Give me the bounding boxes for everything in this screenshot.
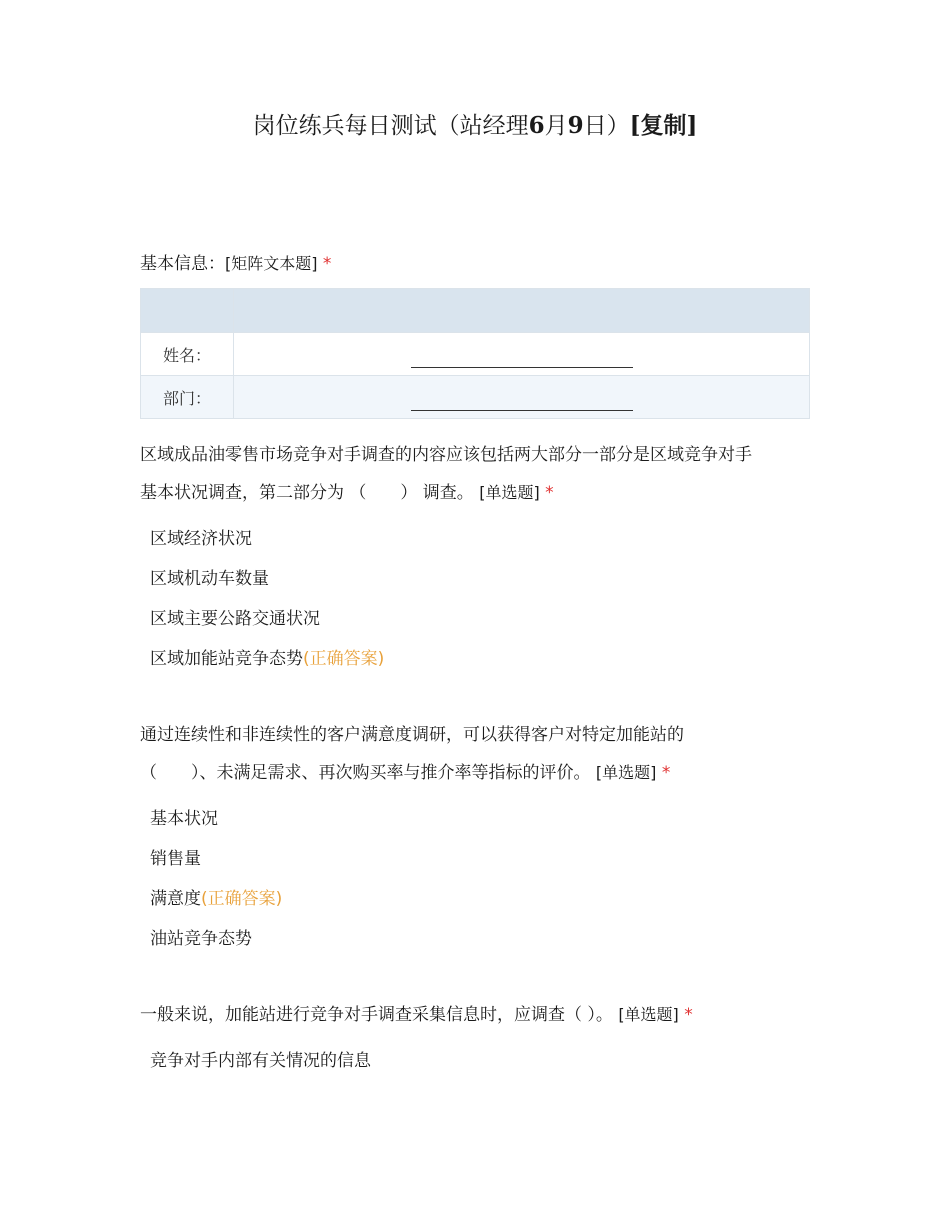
options-q2 [150,519,384,679]
required-mark: * [545,483,554,503]
title-mid: 月 [544,113,568,139]
options-q3 [150,799,282,959]
matrix-header-cell [141,289,234,333]
question-type: [单选题] [595,763,657,782]
option-label: 基本状况 [150,809,218,829]
required-mark: * [661,763,671,783]
question-text-line2: 基本状况调查，第二部分为 （ ） 调查。 [140,483,474,503]
correct-answer-mark: (正确答案) [201,889,283,909]
title-post: 日） [583,113,630,139]
title-pre: 岗位练兵每日测试（站经理 [252,113,529,139]
option-label: 区域机动车数量 [150,569,269,589]
matrix-row-label: 姓名： [141,333,234,376]
question-4 [140,996,820,1034]
question-text-line1: 一般来说，加能站进行竞争对手调查采集信息时，应调查（ ）。 [140,1005,613,1025]
matrix-table [140,288,810,419]
blank-line [411,349,633,368]
question-text-line1: 通过连续性和非连续性的客户满意度调研，可以获得客户对特定加能站的 [140,725,684,745]
question-text-line1: 区域成品油零售市场竞争对手调查的内容应该包括两大部分一部分是区域竞争对手 [140,445,752,465]
option-item[interactable] [150,519,384,559]
question-type: [矩阵文本题] [225,254,318,273]
title-num1: 6 [528,112,545,139]
matrix-row-name [141,333,810,376]
question-2 [140,436,820,512]
option-item[interactable] [150,879,282,919]
question-basic-info [140,245,820,283]
blank-line [411,392,633,411]
question-text-line2: （ ）、未满足需求、再次购买率与推介率等指标的评价。 [140,763,591,783]
option-item[interactable] [150,559,384,599]
question-text: 基本信息： [140,254,225,274]
required-mark: * [684,1005,693,1025]
option-item[interactable] [150,639,384,679]
question-3 [140,716,820,792]
option-label: 满意度 [150,889,201,909]
question-type: [单选题] [618,1005,679,1024]
option-item[interactable] [150,839,282,879]
correct-answer-mark: (正确答案) [303,649,385,669]
option-label: 区域经济状况 [150,529,252,549]
question-text-line2-wrap [140,474,820,512]
option-item[interactable] [150,599,384,639]
question-text-line2-wrap [140,754,820,792]
option-label: 油站竞争态势 [150,929,252,949]
required-mark: * [322,254,332,274]
option-label: 区域加能站竞争态势 [150,649,303,669]
page-title [0,108,950,144]
matrix-header-cell [234,289,810,333]
title-suffix: [复制] [629,112,698,139]
option-item[interactable] [150,1041,371,1081]
option-label: 竞争对手内部有关情况的信息 [150,1051,371,1071]
title-num2: 9 [567,112,584,139]
option-item[interactable] [150,799,282,839]
question-type: [单选题] [479,483,540,502]
option-item[interactable] [150,919,282,959]
options-q4 [150,1041,371,1081]
option-label: 销售量 [150,849,201,869]
matrix-row-label: 部门： [141,376,234,419]
option-label: 区域主要公路交通状况 [150,609,320,629]
department-field[interactable] [234,376,810,419]
matrix-row-dept [141,376,810,419]
name-field[interactable] [234,333,810,376]
question-text-line1-wrap [140,996,820,1034]
matrix-header-row [141,289,810,333]
